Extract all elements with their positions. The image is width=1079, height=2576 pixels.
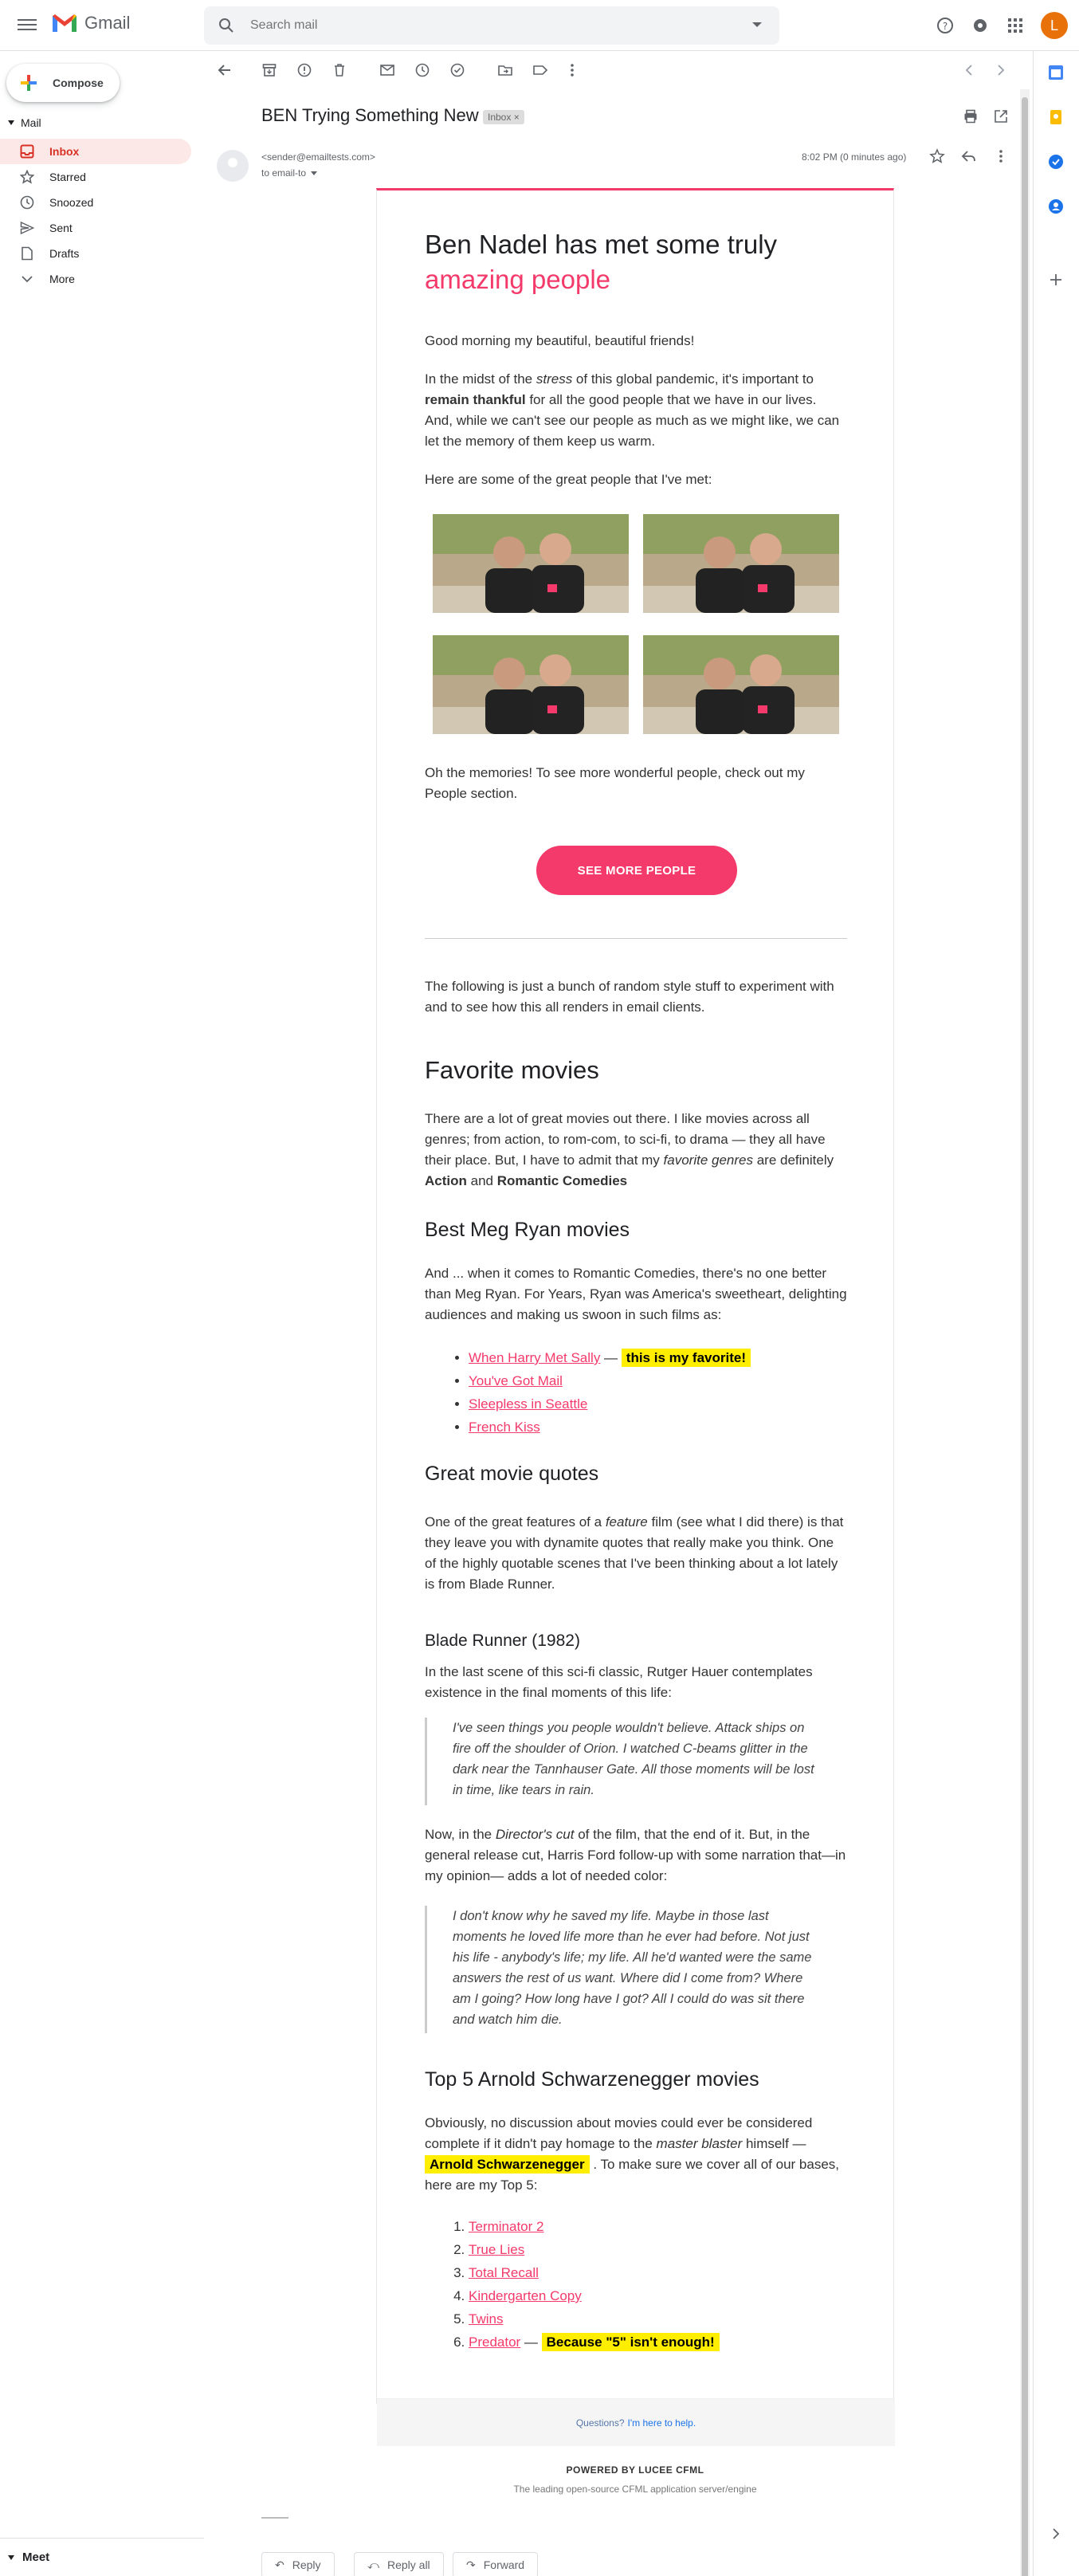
open-new-window-icon[interactable]: [993, 108, 1009, 124]
sidebar-item-label: More: [49, 273, 75, 285]
memories-paragraph: Oh the memories! To see more wonderful people, check out my People section.: [425, 765, 805, 801]
print-icon[interactable]: [963, 108, 979, 124]
reply-label: Reply: [292, 2558, 321, 2571]
help-icon[interactable]: [936, 16, 955, 35]
meg-ryan-list: [469, 1346, 751, 1439]
list-item: [469, 1392, 751, 1416]
back-arrow-icon[interactable]: [217, 62, 233, 78]
sidebar-nav: [0, 139, 191, 292]
experiment-intro: The following is just a bunch of random style stuff to experiment with and to see how this all renders in email clients.: [425, 979, 834, 1015]
list-item: • When Harry Met Sally — this is my favorite!: [469, 1346, 751, 1369]
see-more-people-button[interactable]: SEE MORE PEOPLE: [536, 846, 737, 895]
keep-icon[interactable]: [1047, 108, 1065, 126]
footer-question: Questions?: [575, 2417, 625, 2429]
sidebar-item-label: Inbox: [49, 145, 80, 158]
mark-unread-icon[interactable]: [379, 62, 395, 78]
gmail-logo[interactable]: [51, 13, 130, 33]
movie-link[interactable]: You've Got Mail: [469, 1373, 563, 1388]
movie-link[interactable]: True Lies: [469, 2242, 525, 2257]
list-item: [469, 1369, 751, 1392]
sidebar-item-label: Starred: [49, 171, 86, 183]
arnold-list: [469, 2215, 720, 2354]
calendar-icon[interactable]: [1047, 64, 1065, 81]
pandemic-paragraph: In the midst of the stress of this global pandemic, it's important to remain thankful for all the good people that we have in our lives. And, while we can't see our people as much as we might like, we can let the memory of them keep us warm.: [425, 371, 840, 449]
mail-section-toggle[interactable]: [8, 116, 41, 129]
search-bar[interactable]: [204, 6, 779, 45]
movie-link[interactable]: Twins: [469, 2311, 504, 2327]
sidebar-item-snoozed[interactable]: [0, 190, 191, 215]
arnold-highlight: Arnold Schwarzenegger: [425, 2155, 590, 2174]
trash-icon[interactable]: [332, 62, 347, 78]
scrollbar-thumb[interactable]: [1022, 97, 1028, 2576]
report-spam-icon[interactable]: [296, 62, 312, 78]
movie-link[interactable]: Predator: [469, 2334, 521, 2350]
signature-divider: [261, 2517, 288, 2519]
search-icon[interactable]: [218, 18, 234, 33]
list-item: [469, 2261, 720, 2284]
list-item: [469, 2284, 720, 2307]
caret-down-icon: [8, 120, 14, 125]
list-item: [469, 2238, 720, 2261]
send-icon: [19, 220, 35, 236]
draft-icon: [19, 245, 35, 261]
list-item: [469, 2307, 720, 2331]
meet-label: Meet: [22, 2550, 50, 2564]
email-footer: [377, 2398, 895, 2446]
reply-all-icon: ⤺: [367, 2558, 379, 2571]
search-input[interactable]: [250, 18, 696, 33]
directors-cut-paragraph: Now, in the Director's cut of the film, that the end of it. But, in the general release cut, Harris Ford follow-up with some narration that—in my opinion— adds a lot of needed color:: [425, 1827, 846, 1883]
movie-link[interactable]: Kindergarten Copy: [469, 2288, 582, 2303]
star-icon: [19, 169, 35, 185]
people-photo-1[interactable]: [433, 514, 629, 613]
chevron-right-icon[interactable]: [993, 62, 1009, 78]
meg-ryan-paragraph: And ... when it comes to Romantic Comedies, there's no one better than Meg Ryan. For Years, Ryan was America's sweetheart, delighting audiences and making us swoon in such films as:: [425, 1266, 847, 1322]
favorite-highlight: this is my favorite!: [622, 1349, 751, 1367]
add-addon-icon[interactable]: [1047, 271, 1065, 289]
recipient-text: to email-to: [261, 167, 307, 179]
greeting: Good morning my beautiful, beautiful friends!: [425, 333, 695, 348]
more-vert-icon[interactable]: [564, 62, 580, 78]
mail-section-label: Mail: [21, 116, 41, 129]
people-photo-4[interactable]: [643, 635, 839, 734]
reply-all-button[interactable]: [354, 2552, 444, 2576]
sidebar-item-label: Sent: [49, 222, 73, 234]
more-vert-icon[interactable]: [993, 148, 1009, 164]
meg-ryan-heading: Best Meg Ryan movies: [425, 1219, 630, 1241]
sidebar-item-sent[interactable]: [0, 215, 191, 241]
sender-email[interactable]: <sender@emailtests.com>: [261, 151, 375, 163]
movie-link[interactable]: When Harry Met Sally: [469, 1350, 601, 1365]
blade-runner-paragraph: In the last scene of this sci-fi classic, Rutger Hauer contemplates existence in the final moments of this life:: [425, 1664, 813, 1700]
people-photo-2[interactable]: [643, 514, 839, 613]
reply-all-label: Reply all: [386, 2558, 430, 2571]
message-subject: BEN Trying Something New: [261, 105, 479, 125]
movie-link[interactable]: French Kiss: [469, 1420, 540, 1435]
message-time: 8:02 PM (0 minutes ago): [802, 151, 907, 163]
clock-icon: [19, 194, 35, 210]
movie-link[interactable]: Total Recall: [469, 2265, 539, 2280]
inbox-icon: [19, 143, 35, 159]
chevron-left-icon[interactable]: [961, 62, 977, 78]
apps-grid-icon[interactable]: [1006, 16, 1025, 35]
search-options-icon[interactable]: [752, 22, 762, 27]
recipient-line[interactable]: [261, 167, 317, 179]
caret-down-icon[interactable]: [311, 171, 317, 175]
favorite-movies-heading: Favorite movies: [425, 1056, 599, 1084]
top-bar: [0, 0, 1079, 51]
meet-section-toggle[interactable]: [8, 2550, 49, 2564]
blade-runner-heading: Blade Runner (1982): [425, 1632, 580, 1650]
snooze-icon[interactable]: [414, 62, 430, 78]
powered-by: POWERED BY LUCEE CFML: [566, 2464, 704, 2476]
forward-button[interactable]: [453, 2552, 538, 2576]
sidebar-item-starred[interactable]: [0, 164, 191, 190]
arnold-paragraph: Obviously, no discussion about movies could ever be considered complete if it didn't pay homage to the master blaster himself — Arnold Schwarzenegger . To make sure we cover all of our bases, here are my Top 5:: [425, 2115, 839, 2193]
main-menu-icon[interactable]: [18, 16, 37, 35]
account-avatar[interactable]: L: [1041, 12, 1068, 39]
app-name: Gmail: [84, 13, 131, 33]
sidebar-item-label: Snoozed: [49, 196, 94, 209]
blade-runner-quote: I've seen things you people wouldn't believe. Attack ships on fire off the shoulder of Orion. I watched C-beams glitter in the dark near the Tannhauser Gate. All those moments will be lost in time, like tears in rain.: [425, 1718, 823, 1805]
tasks-icon[interactable]: [1047, 153, 1065, 171]
people-photo-3[interactable]: [433, 635, 629, 734]
email-heading: [425, 227, 777, 297]
movie-link[interactable]: Sleepless in Seattle: [469, 1396, 588, 1412]
list-item: [469, 1416, 751, 1439]
arnold-heading: Top 5 Arnold Schwarzenegger movies: [425, 2068, 759, 2091]
inbox-label-chip[interactable]: Inbox ×: [483, 110, 524, 124]
favorite-movies-paragraph: There are a lot of great movies out there. I like movies across all genres; from action, to rom-com, to sci-fi, to drama — they all have their place. But, I have to admit that my favorite genres are definitely Action and Romantic Comedies: [425, 1111, 834, 1188]
sidebar-item-inbox[interactable]: [0, 139, 191, 164]
reply-icon[interactable]: [961, 148, 977, 164]
caret-down-icon: [8, 2555, 14, 2560]
divider: [425, 938, 847, 939]
list-item: 6. Predator — Because "5" isn't enough!: [469, 2331, 720, 2354]
powered-by-subtitle: The leading open-source CFML application server/engine: [513, 2484, 757, 2495]
help-link[interactable]: I'm here to help.: [627, 2417, 696, 2429]
chevron-down-icon: [19, 271, 35, 287]
sidebar-item-label: Drafts: [49, 247, 80, 260]
quotes-paragraph: One of the great features of a feature film (see what I did there) is that they leave you with dynamite quotes that really make you think. One of the highly quotable scenes that I've been thinking about a lot lately is from Blade Runner.: [425, 1514, 844, 1592]
quotes-heading: Great movie quotes: [425, 1463, 599, 1485]
contacts-icon[interactable]: [1047, 198, 1065, 215]
movie-link[interactable]: Terminator 2: [469, 2219, 544, 2234]
sender-avatar[interactable]: [217, 150, 249, 182]
compose-button[interactable]: [6, 64, 120, 102]
move-to-folder-icon[interactable]: [497, 62, 513, 78]
star-icon[interactable]: [929, 148, 945, 164]
archive-icon[interactable]: [261, 62, 277, 78]
narration-quote: I don't know why he saved my life. Maybe in those last moments he loved life more than he ever had before. Not just his life - anybody's life; my life. All he'd wanted were the same answers the rest of us want. Where did I come from? Where am I going? How long have I got? All I could do was sit there and watch him die.: [425, 1906, 823, 2033]
email-body: [376, 188, 894, 2429]
forward-icon: ↷: [466, 2558, 476, 2571]
favorite-highlight: Because "5" isn't enough!: [542, 2333, 720, 2351]
sidebar-divider: [0, 2538, 204, 2539]
compose-label: Compose: [53, 77, 104, 89]
list-item: [469, 2215, 720, 2238]
label-icon[interactable]: [532, 62, 548, 78]
people-intro: Here are some of the great people that I've met:: [425, 472, 712, 487]
add-task-icon[interactable]: [449, 62, 465, 78]
forward-label: Forward: [483, 2558, 525, 2571]
heading-line-2: amazing people: [425, 265, 610, 294]
gmail-m-icon: [51, 13, 78, 33]
scrollbar[interactable]: [1020, 89, 1030, 2576]
sidebar-item-more[interactable]: [0, 266, 191, 292]
sidebar-item-drafts[interactable]: [0, 241, 191, 266]
reply-button[interactable]: [261, 2552, 335, 2576]
side-panel: [1033, 51, 1079, 2576]
chevron-right-icon[interactable]: [1047, 2525, 1065, 2543]
reply-icon: ↶: [275, 2558, 284, 2571]
plus-icon: [19, 73, 38, 92]
heading-line-1: Ben Nadel has met some truly: [425, 230, 778, 259]
svg-text:?: ?: [942, 21, 948, 32]
gear-icon[interactable]: [971, 16, 990, 35]
